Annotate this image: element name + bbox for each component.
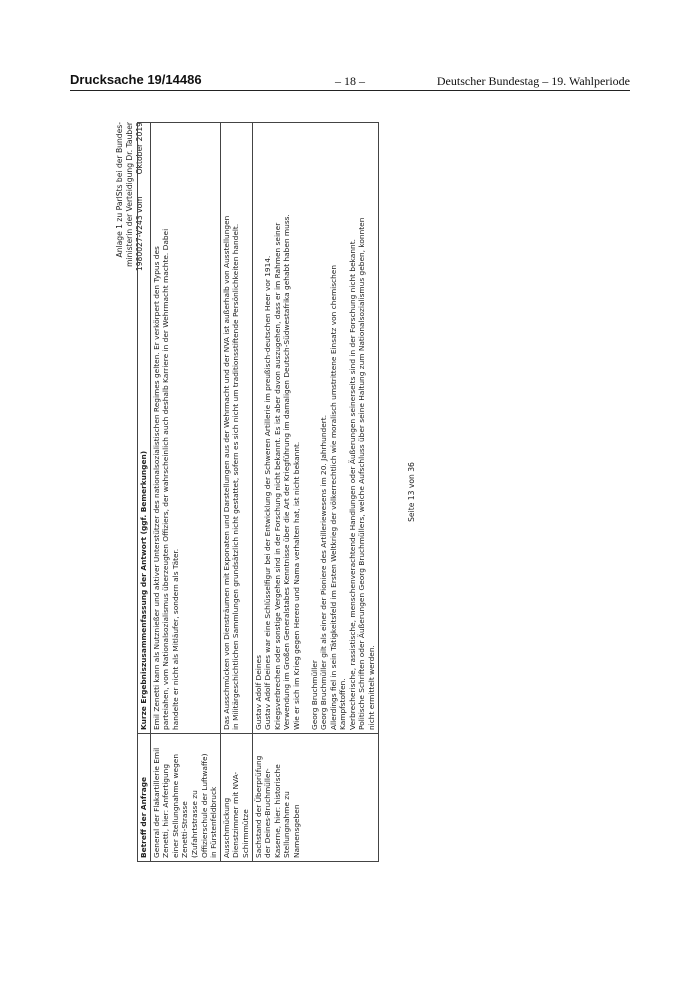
- column-header-subject: Betreff der Anfrage: [138, 734, 151, 862]
- table-row: [150, 123, 220, 862]
- answer-cell: Das Ausschmücken von Diensträumen mit Exponaten und Darstellungen aus der Wehrmacht und der NVA ist außerhalb von Ausstellungen in Militärgeschichtlichen Sammlungen grundsätzlich nicht gestattet, sofern es sich nicht um traditionsstiftende Persönlichkeiten handelt.: [220, 123, 252, 734]
- annex-line-2: ministerin der Verteidigung Dr. Tauber: [125, 122, 134, 267]
- paragraph-gap: [302, 126, 310, 730]
- results-table: [137, 122, 379, 862]
- subject-cell: General der Flakartillerie Emil Zenetti, hier: Anfertigung einer Stellungnahme wegen Zenetti-Strasse (Zufahrtstrasse zu Offizierschule der Luftwaffe) in Fürstenfeldbruck: [150, 734, 220, 862]
- answer-cell: Emil Zenetti kann als Nutznießer und aktiver Unterstützer des nationalsozialistischen Regimes gelten. Er verkörpert den Typus des parteiahen, vom Nationalsozialismus überzeugten Offiziers, der wahrscheinlich auch deshalb Karriere in der Wehrmacht machte. Dabei handelte er nicht als Mitläufer, sondern als Täter.: [150, 123, 220, 734]
- table-row: [220, 123, 252, 862]
- parliament-label: Deutscher Bundestag – 19. Wahlperiode: [436, 74, 630, 88]
- annex-line-1: Anlage 1 zu ParlSts bei der Bundes-: [115, 122, 124, 258]
- page-counter: Seite 13 von 36: [407, 462, 416, 522]
- subject-cell: Ausschmückung Dienstzimmer mit NVA- Schirmmütze: [220, 734, 252, 862]
- annex-line-3: 1980027-V243 vom Oktober 2019: [135, 122, 144, 272]
- column-header-answer: Kurze Ergebniszusammenfassung der Antwort (ggf. Bemerkungen): [138, 123, 151, 734]
- table-row: [252, 123, 378, 862]
- header-rule: [70, 90, 630, 91]
- answer-cell: Gustav Adolf Deines Gustav Adolf Deines war eine Schlüsselfigur bei der Entwicklung der Schweren Artillerie im preußisch-deutschen Heer vor 1914. Kriegsverbrechen oder sonstige Vergehen sind in der Forschung nicht bekannt. Es ist aber davon auszugehen, dass er im Rahmen seiner Verwendung im Großen Generalstabes Kenntnisse über die Art der Kriegführung im damaligen Deutsch-Südwestafrika gehabt haben muss. Wie er sich im Krieg gegen Herero und Nama verhalten hat, ist nicht bekannt. Georg Bruchmüller Georg Bruchmüller gilt als einer der Pioniere des Artilleriewesens im 20. Jahrhundert. Allerdings fiel in sein Tätigkeitsfeld im Ersten Weltkrieg der völkerrechtlich wie moralisch umstrittene Einsatz von chemischen Kampfstoffen. Verbrecherische, rassistische, menschenverachtende Handlungen oder Äußerungen seinerseits sind in der Forschung nicht bekannt. Politische Schriften oder Äußerungen Georg Bruchmüllers, welche Aufschluss über seine Haltung zum Nationalsozialismus geben, konnten nicht ermittelt werden.: [252, 123, 378, 734]
- subject-cell: Sachstand der Überprüfung der Deines-Bruchmüller- Kaserne, hier: historische Stellungnahme zu Namensgeben: [252, 734, 378, 862]
- table-header-row: [138, 123, 151, 862]
- rotated-annex-page: [115, 122, 415, 862]
- page-number: – 18 –: [335, 74, 365, 88]
- document-number: Drucksache 19/14486: [70, 72, 202, 87]
